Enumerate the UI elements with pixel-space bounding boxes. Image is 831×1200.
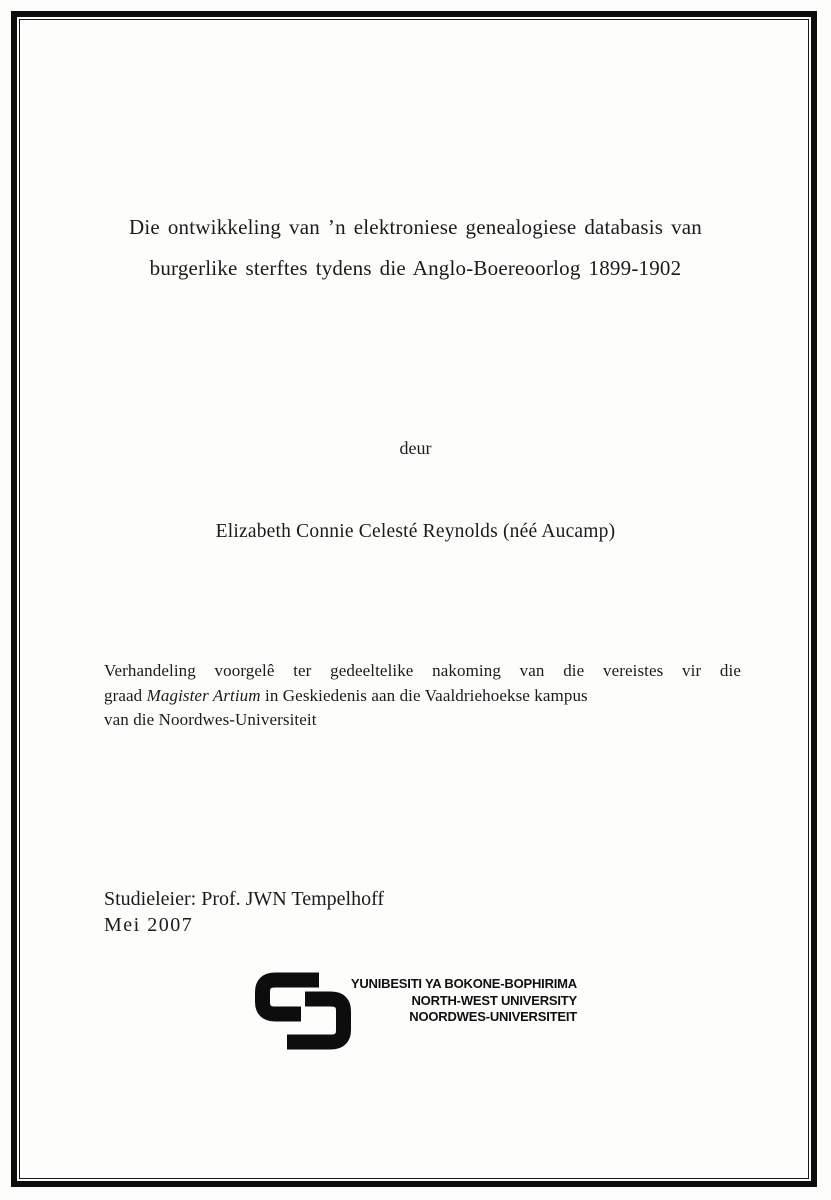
thesis-title-line-1: Die ontwikkeling van ’n elektroniese genealogiese databasis van [128, 215, 702, 239]
supervisor-line: Studieleier: Prof. JWN Tempelhoff [104, 888, 385, 910]
logo-text-afrikaans: NOORDWES-UNIVERSITEIT [409, 1009, 577, 1024]
logo-text-setswana: YUNIBESITI YA BOKONE-BOPHIRIMA [350, 976, 577, 991]
author-name: Elizabeth Connie Celesté Reynolds (néé Aucamp) [215, 521, 616, 542]
degree-name-italic: Magister Artium [146, 685, 261, 705]
nwu-logo [255, 972, 585, 1052]
degree-statement-line2-suffix: in Geskiedenis aan die Vaaldriehoekse kampus [260, 685, 588, 705]
logo-text-english: NORTH-WEST UNIVERSITY [411, 992, 577, 1008]
degree-statement [104, 659, 741, 733]
degree-statement-line-1: Verhandeling voorgelê ter gedeeltelike nakoming van die vereistes vir die [104, 661, 741, 680]
thesis-title-line-2: burgerlike sterftes tydens die Anglo-Boereoorlog 1899-1902 [149, 256, 682, 280]
thesis-title [40, 207, 791, 289]
supervisor-and-date [104, 886, 384, 938]
degree-statement-line-3: van die Noordwes-Universiteit [104, 710, 317, 729]
degree-statement-line2-prefix: graad [104, 685, 147, 705]
degree-statement-line-2 [104, 684, 741, 709]
nwu-logo-wordmark [322, 976, 577, 1026]
date-line: Mei 2007 [104, 914, 194, 936]
byline-deur: deur [399, 438, 432, 458]
